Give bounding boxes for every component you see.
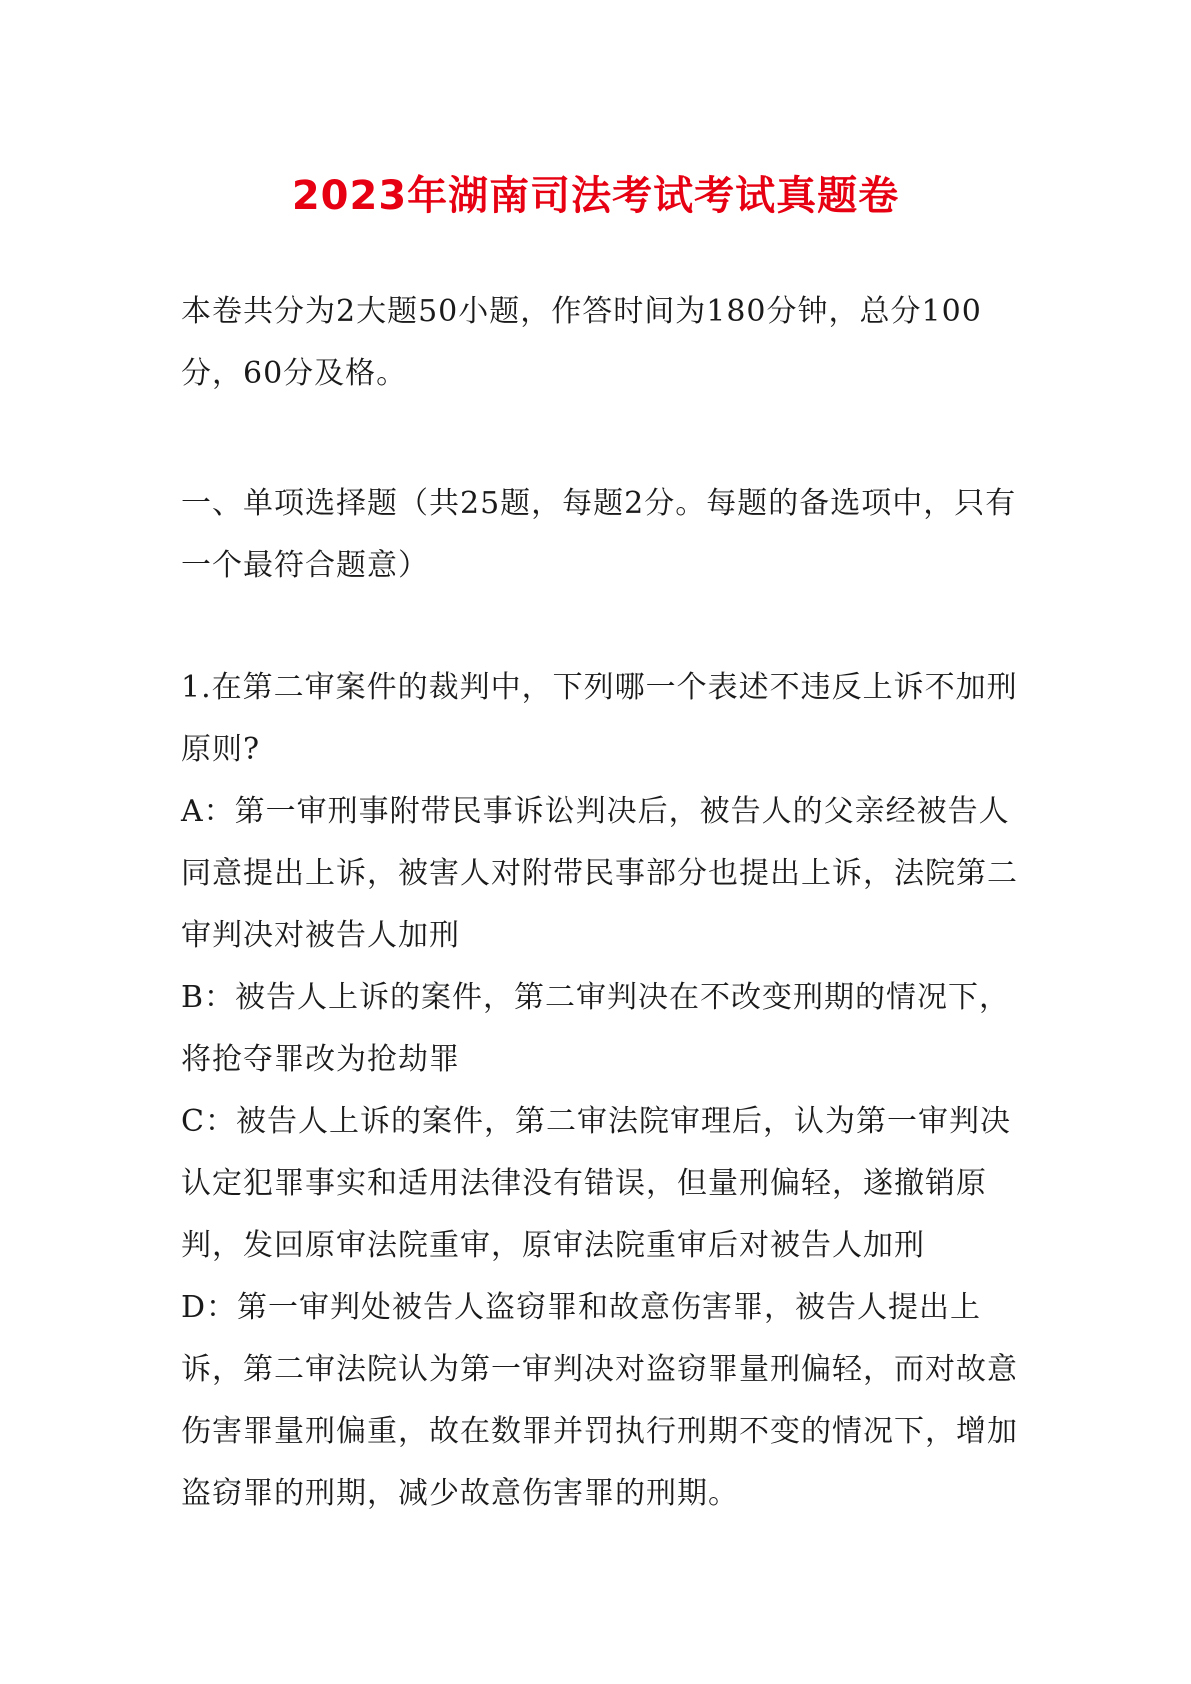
option-b: B：被告人上诉的案件，第二审判决在不改变刑期的情况下，将抢夺罪改为抢劫罪 — [181, 980, 1011, 1077]
exam-intro: 本卷共分为2大题50小题，作答时间为180分钟，总分100分，60分及格。 — [181, 294, 982, 391]
section-heading: 一、单项选择题（共25题，每题2分。每题的备选项中，只有一个最符合题意） — [181, 486, 1017, 583]
page-title: 2023年湖南司法考试考试真题卷 — [291, 173, 900, 219]
option-a: A：第一审刑事附带民事诉讼判决后，被告人的父亲经被告人同意提出上诉，被害人对附带民事部分也提出上诉，法院第二审判决对被告人加刑 — [181, 794, 1018, 953]
question-1 — [181, 657, 1021, 1525]
option-c: C：被告人上诉的案件，第二审法院审理后，认为第一审判决认定犯罪事实和适用法律没有错误，但量刑偏轻，遂撤销原判，发回原审法院重审，原审法院重审后对被告人加刑 — [181, 1104, 1011, 1263]
option-d: D：第一审判处被告人盗窃罪和故意伤害罪，被告人提出上诉，第二审法院认为第一审判决对盗窃罪量刑偏轻，而对故意伤害罪量刑偏重，故在数罪并罚执行刑期不变的情况下，增加盗窃罪的刑期，减少故意伤害罪的刑期。 — [181, 1290, 1018, 1511]
question-stem: 1.在第二审案件的裁判中，下列哪一个表述不违反上诉不加刑原则? — [181, 670, 1018, 767]
